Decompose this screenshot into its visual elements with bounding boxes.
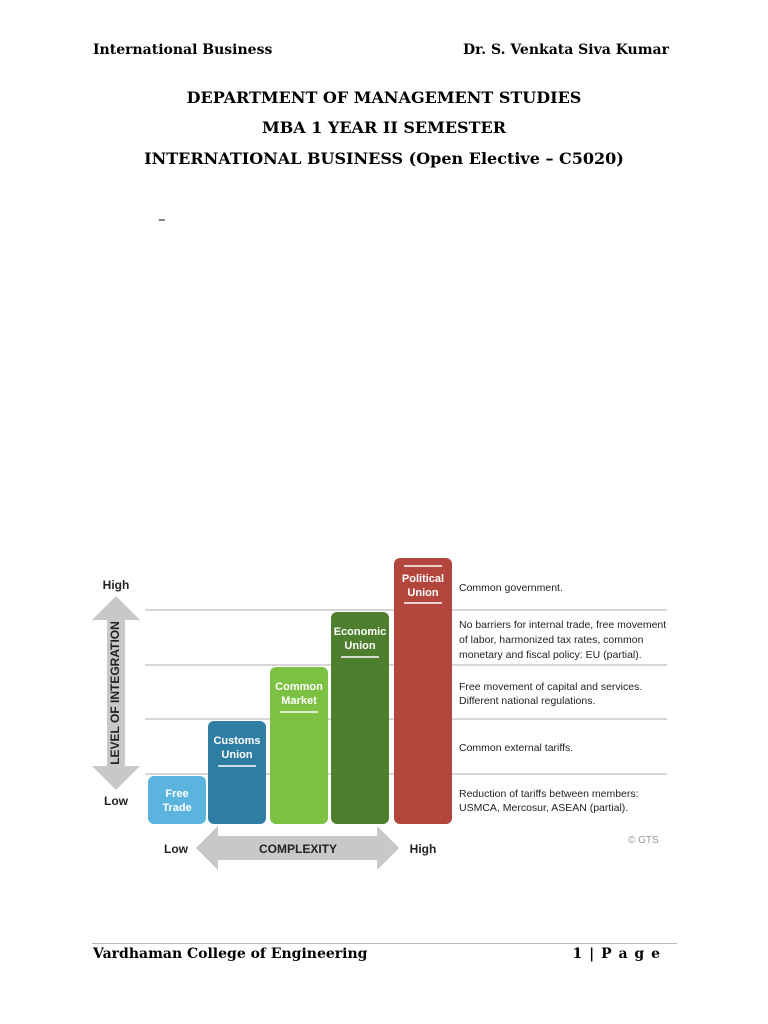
stage-label-political-union-1: Political — [401, 573, 445, 585]
stage-label-economic-union-1: Economic — [333, 626, 387, 638]
header-left: International Business — [93, 42, 273, 58]
description-political-union: Common government. — [459, 582, 563, 594]
stage-label-customs-union-2: Union — [221, 749, 253, 761]
footer-left: Vardhaman College of Engineering — [93, 946, 368, 962]
stage-economic-union — [331, 612, 389, 824]
stage-label-common-market-1: Common — [275, 681, 323, 693]
header-right: Dr. S. Venkata Siva Kumar — [463, 42, 669, 58]
description-economic-union-1: No barriers for internal trade, free movement — [459, 619, 667, 631]
stage-customs-union — [208, 721, 266, 824]
stage-political-union — [394, 558, 452, 824]
y-axis-high-label: High — [102, 578, 130, 592]
integration-label: LEVEL OF INTEGRATION — [108, 621, 123, 765]
description-economic-union-3: monetary and fiscal policy: EU (partial). — [459, 649, 642, 661]
department-title: DEPARTMENT OF MANAGEMENT STUDIES — [186, 88, 582, 107]
stage-label-economic-union-2: Union — [344, 640, 376, 652]
stage-common-market — [270, 667, 328, 824]
stage-label-common-market-2: Market — [281, 695, 317, 707]
stage-label-free-trade-2: Trade — [162, 802, 192, 814]
description-common-market-1: Free movement of capital and services. — [459, 681, 643, 693]
image-credit: © GTS — [628, 835, 659, 846]
description-common-market-2: Different national regulations. — [459, 695, 596, 707]
program-title: MBA 1 YEAR II SEMESTER — [262, 118, 506, 137]
stage-label-political-union-2: Union — [407, 587, 439, 599]
stage-descriptions — [459, 582, 666, 814]
integration-arrow — [92, 596, 140, 790]
complexity-arrow — [196, 826, 399, 870]
x-axis-high-label: High — [409, 842, 437, 856]
complexity-label: COMPLEXITY — [258, 842, 338, 856]
footer-rule — [92, 943, 677, 944]
stage-bar-free-trade — [148, 776, 206, 824]
description-customs-union: Common external tariffs. — [459, 742, 574, 754]
y-axis-low-label: Low — [104, 794, 128, 808]
stray-dash: – — [158, 210, 166, 228]
course-title: INTERNATIONAL BUSINESS (Open Elective – C5020) — [144, 149, 624, 168]
description-economic-union-2: of labor, harmonized tax rates, common — [459, 634, 644, 646]
stage-label-customs-union-1: Customs — [213, 735, 261, 747]
stage-label-free-trade-1: Free — [165, 788, 189, 800]
description-free-trade-1: Reduction of tariffs between members: — [459, 788, 639, 800]
stage-bars — [148, 558, 452, 824]
page-number: 1 | P a g e — [572, 946, 661, 962]
x-axis-low-label: Low — [164, 842, 188, 856]
description-free-trade-2: USMCA, Mercosur, ASEAN (partial). — [459, 802, 629, 814]
stage-free-trade — [148, 776, 206, 824]
